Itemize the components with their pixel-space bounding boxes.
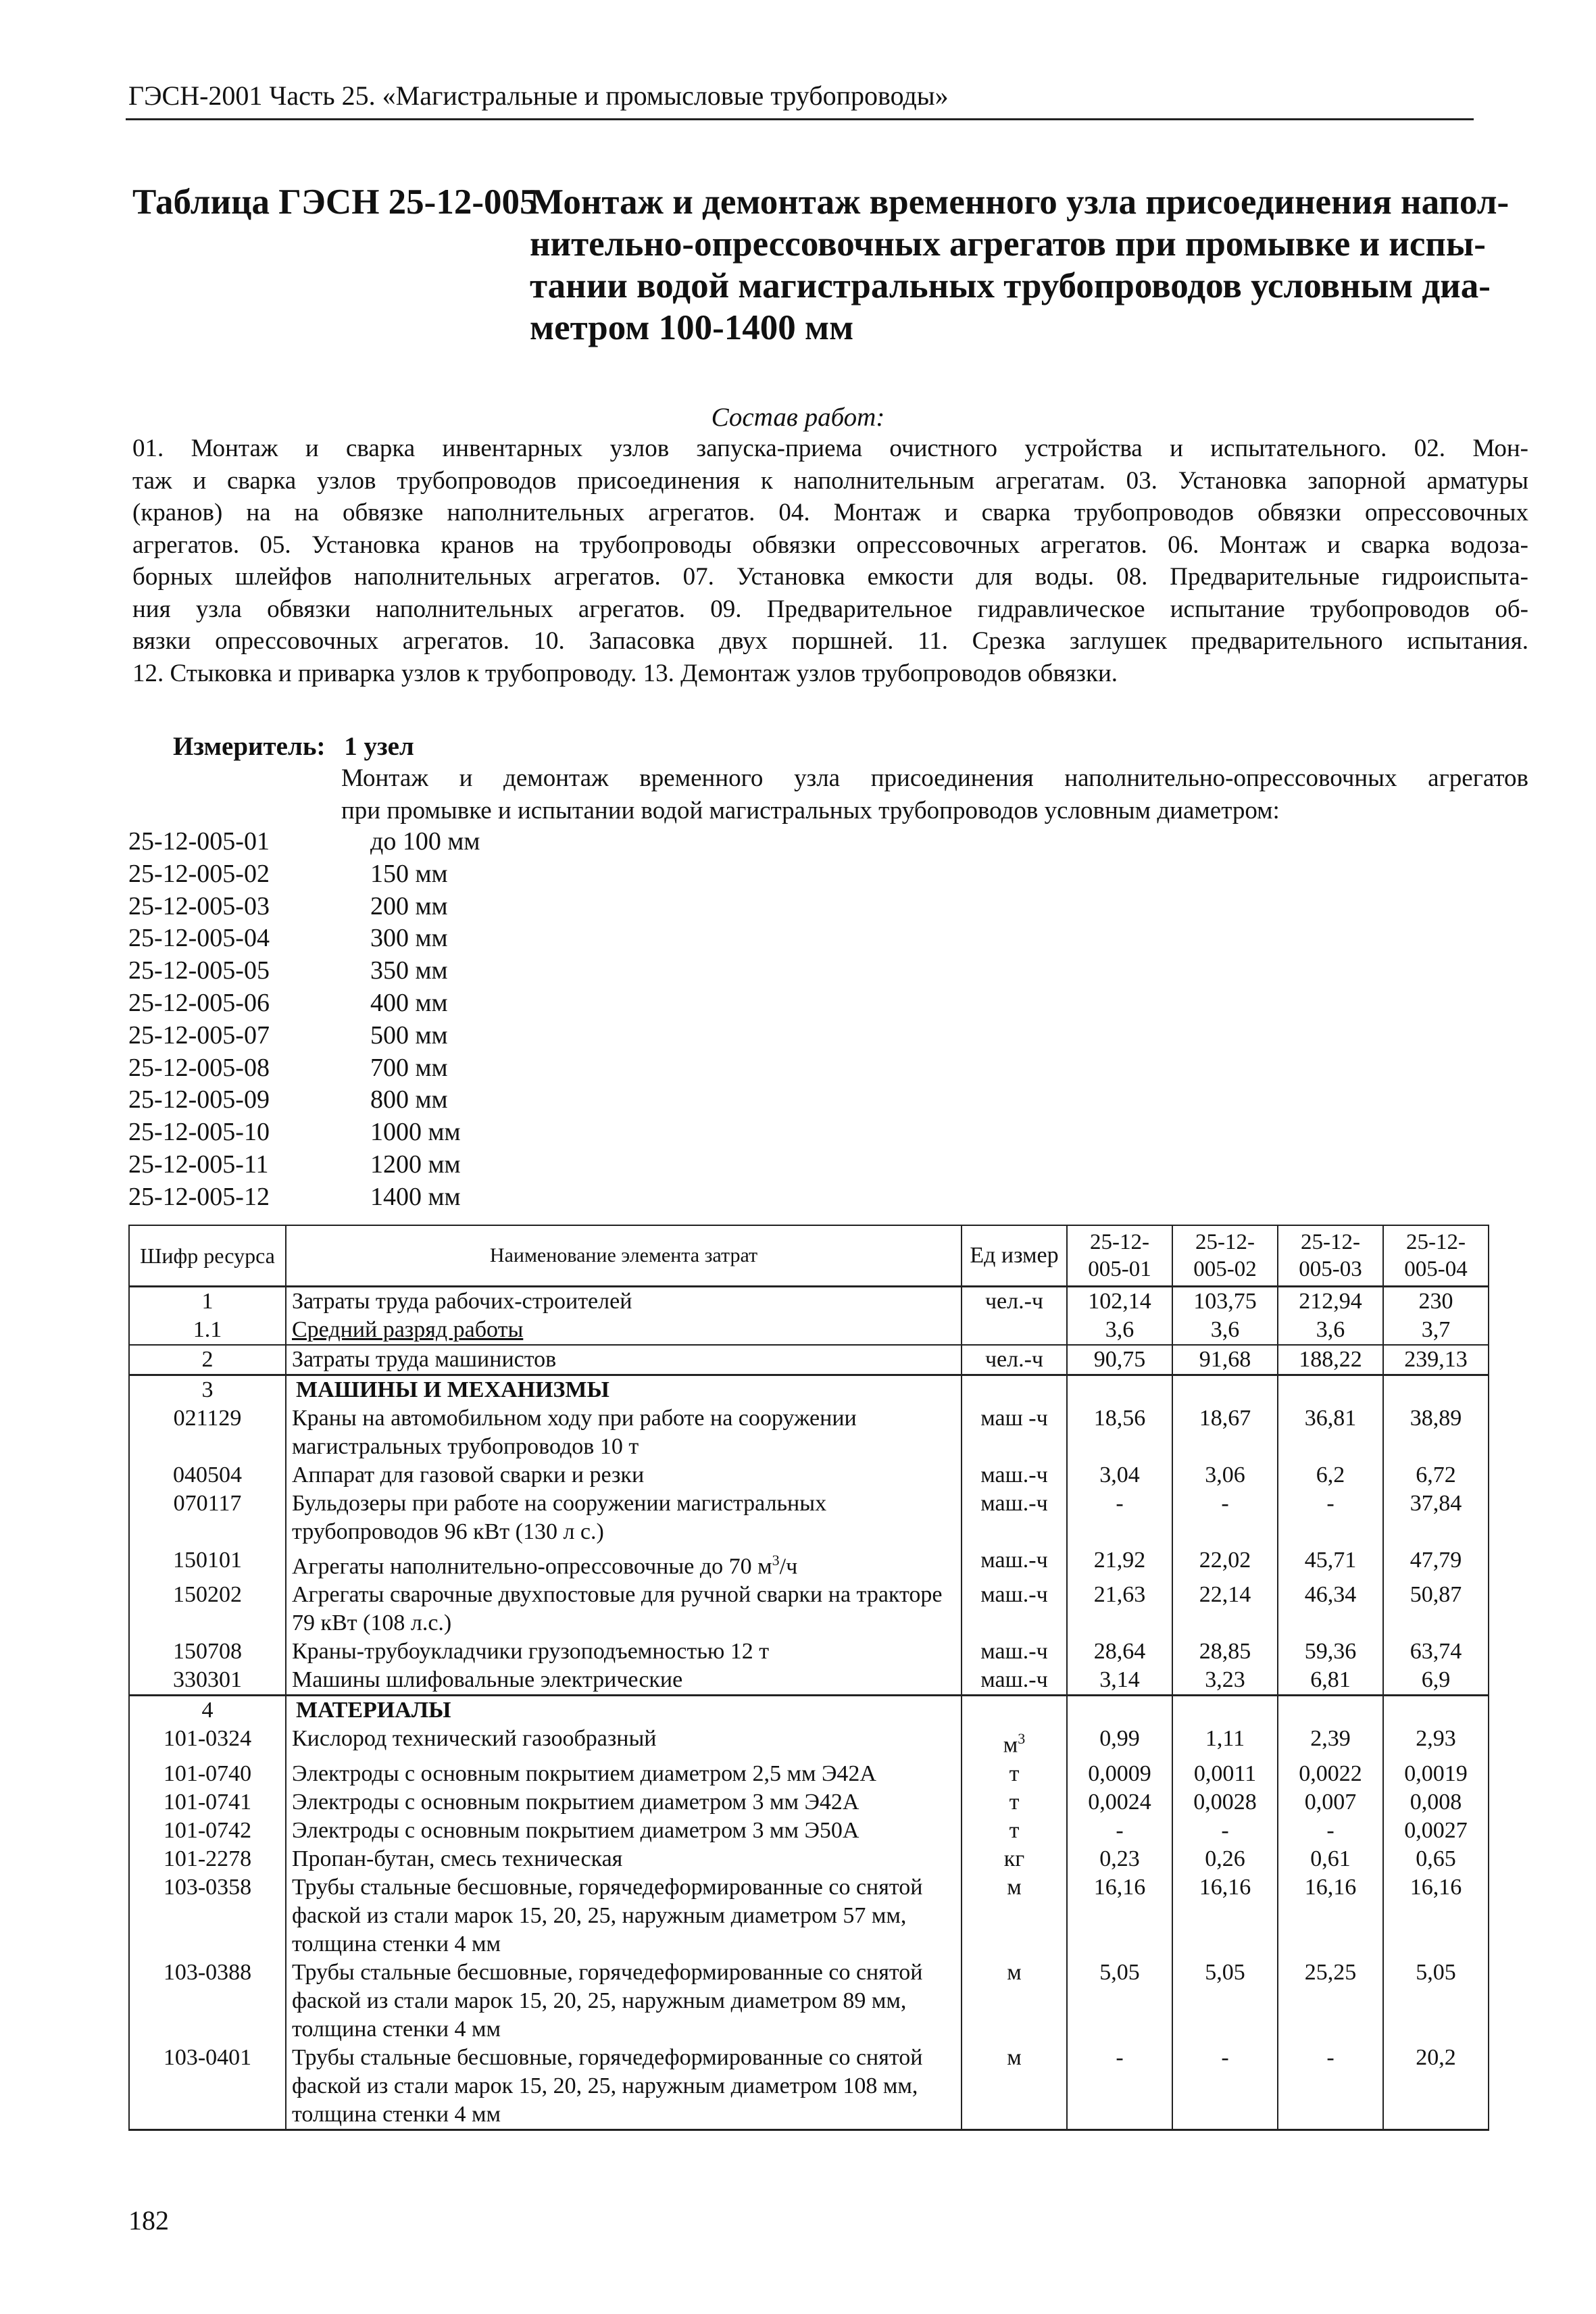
column-header-variant-line: 25-12- [1090,1230,1149,1254]
resource-value: 0,007 [1278,1788,1383,1817]
resource-value: 5,05 [1383,1959,1489,2044]
resource-value: 6,72 [1383,1461,1489,1490]
resource-value: 2,93 [1383,1725,1489,1759]
table-header-row [129,1225,1489,1287]
resource-value: 38,89 [1383,1404,1489,1461]
resource-value: 0,26 [1172,1845,1278,1873]
section-code: 4 [129,1696,286,1725]
variant-diameter: 1200 мм [370,1150,461,1179]
resource-value: 1,11 [1172,1725,1278,1759]
table-row [129,1638,1489,1666]
work-text-line: (кранов) на на обвязке наполнительных агрегатов. 04. Монтаж и сварка трубопроводов обвязки опрессовочных [132,499,1528,526]
resource-value: 16,16 [1172,1873,1278,1959]
resource-value: 63,74 [1383,1638,1489,1666]
resource-unit: маш.-ч [962,1666,1067,1696]
resource-name: Трубы стальные бесшовные, горячедеформированные со снятой фаской из стали марок 15, 20, 25, наружным диаметром 89 мм, толщина стенки 4 мм [286,1959,962,2044]
empty-cell [1172,1375,1278,1405]
column-header-variant-line: 25-12- [1195,1230,1255,1254]
variant-diameter: 350 мм [370,956,448,985]
table-label: Таблица ГЭСН 25-12-005 [132,182,538,222]
column-header-variant-line: 005-01 [1088,1257,1151,1281]
resource-unit: м [962,2044,1067,2130]
table-title-line: метром 100-1400 мм [530,308,854,347]
empty-cell [962,1696,1067,1725]
resource-value: 0,23 [1067,1845,1172,1873]
measure-description [341,762,1528,827]
variant-diameter: до 100 мм [370,827,480,856]
resource-value: 6,2 [1278,1461,1383,1490]
resource-value: 16,16 [1383,1873,1489,1959]
resource-value: 5,05 [1067,1959,1172,2044]
work-text-line: вязки опрессовочных агрегатов. 10. Запасовка двух поршней. 11. Срезка заглушек предварительного испытания. [132,627,1528,655]
resource-code: 1 [129,1287,286,1316]
column-header-variant [1172,1225,1278,1287]
variant-diameter: 500 мм [370,1020,448,1050]
variant-row [128,1084,573,1116]
empty-cell [1067,1375,1172,1405]
resource-value: 0,99 [1067,1725,1172,1759]
resource-name: Электроды с основным покрытием диаметром 3 мм Э50А [286,1817,962,1845]
header-rule [126,118,1474,120]
variant-row [128,1116,573,1149]
column-header-variant-line: 005-02 [1193,1257,1257,1281]
resource-code: 021129 [129,1404,286,1461]
section-row [129,1375,1489,1405]
variant-diameter: 400 мм [370,988,448,1017]
resource-value: 18,56 [1067,1404,1172,1461]
column-header-variant [1278,1225,1383,1287]
resource-unit: т [962,1817,1067,1845]
resource-value: - [1172,2044,1278,2130]
variant-code: 25-12-005-09 [128,1085,270,1114]
column-header-variant [1067,1225,1172,1287]
work-composition-text [132,433,1528,689]
variant-diameter: 1000 мм [370,1118,461,1147]
table-row [129,1287,1489,1316]
resource-value: 28,64 [1067,1638,1172,1666]
column-header-variant-line: 25-12- [1406,1230,1466,1254]
resource-name: Затраты труда машинистов [286,1345,962,1375]
table-row [129,1581,1489,1638]
page-number: 182 [128,2205,169,2236]
resource-value: - [1278,2044,1383,2130]
resource-unit: маш.-ч [962,1546,1067,1581]
resource-value: 0,0028 [1172,1788,1278,1817]
variant-diameter: 800 мм [370,1085,448,1114]
resource-value: 0,0022 [1278,1760,1383,1788]
variant-row [128,922,573,955]
resource-value: 102,14 [1067,1287,1172,1316]
measure-description-line: при промывке и испытании водой магистральных трубопроводов условным диаметром: [341,796,1280,824]
table-row [129,1760,1489,1788]
resource-value: 36,81 [1278,1404,1383,1461]
resource-value: - [1278,1490,1383,1546]
work-text-line: борных шлейфов наполнительных агрегатов. 07. Установка емкости для воды. 08. Предварительные гидроиспыта- [132,563,1528,591]
resource-value: 3,06 [1172,1461,1278,1490]
resource-value: 103,75 [1172,1287,1278,1316]
table-title-line: Монтаж и демонтаж временного узла присоединения напол- [530,182,1510,222]
resource-name: Краны-трубоукладчики грузоподъемностью 12 т [286,1638,962,1666]
work-text-line: 01. Монтаж и сварка инвентарных узлов запуска-приема очистного устройства и испытательного. 02. Мон- [132,435,1528,462]
measure-unit [173,731,414,762]
resource-value: 90,75 [1067,1345,1172,1375]
variant-row [128,1052,573,1085]
resource-value: 3,14 [1067,1666,1172,1696]
resource-value: 188,22 [1278,1345,1383,1375]
work-composition-caption: Состав работ: [711,403,885,432]
measure-description-line: Монтаж и демонтаж временного узла присоединения наполнительно-опрессовочных агрегатов [341,764,1528,792]
resource-value: 22,02 [1172,1546,1278,1581]
resource-value: 47,79 [1383,1546,1489,1581]
unit-base: м [1003,1732,1018,1758]
resource-value: 3,23 [1172,1666,1278,1696]
running-header: ГЭСН-2001 Часть 25. «Магистральные и промысловые трубопроводы» [128,80,949,111]
resource-unit: маш.-ч [962,1581,1067,1638]
variant-code: 25-12-005-01 [128,827,270,856]
resource-value: - [1067,2044,1172,2130]
resource-value: 0,008 [1383,1788,1489,1817]
empty-cell [1067,1696,1172,1725]
resource-name: Пропан-бутан, смесь техническая [286,1845,962,1873]
resource-unit: т [962,1788,1067,1817]
resource-value: 3,6 [1067,1316,1172,1345]
resource-code: 150101 [129,1546,286,1581]
column-header-variant-line: 005-03 [1299,1257,1362,1281]
superscript: 3 [772,1552,780,1569]
resource-value: 18,67 [1172,1404,1278,1461]
table-row [129,2044,1489,2130]
resource-unit: т [962,1760,1067,1788]
resource-name: Кислород технический газообразный [286,1725,962,1759]
variant-row [128,987,573,1020]
resource-code: 330301 [129,1666,286,1696]
section-title: МАШИНЫ И МЕХАНИЗМЫ [286,1375,962,1405]
resource-code: 040504 [129,1461,286,1490]
variant-diameter: 700 мм [370,1053,448,1082]
empty-cell [1278,1375,1383,1405]
resource-value: 16,16 [1067,1873,1172,1959]
resource-value: - [1067,1490,1172,1546]
resource-costs-table [128,1225,1489,2131]
empty-cell [1383,1696,1489,1725]
resource-value: 3,6 [1278,1316,1383,1345]
resource-code: 150202 [129,1581,286,1638]
empty-cell [1172,1696,1278,1725]
resource-value: 28,85 [1172,1638,1278,1666]
resource-name: Трубы стальные бесшовные, горячедеформированные со снятой фаской из стали марок 15, 20, 25, наружным диаметром 57 мм, толщина стенки 4 мм [286,1873,962,1959]
resource-code: 103-0358 [129,1873,286,1959]
variant-row [128,1020,573,1052]
resource-name: Краны на автомобильном ходу при работе на сооружении магистральных трубопроводов 10 т [286,1404,962,1461]
variant-code: 25-12-005-05 [128,956,270,985]
resource-value: 22,14 [1172,1581,1278,1638]
variant-code: 25-12-005-02 [128,859,270,888]
work-text-line: таж и сварка узлов трубопроводов присоединения к наполнительным агрегатам. 03. Установка запорной арматуры [132,466,1528,495]
empty-cell [962,1375,1067,1405]
resource-unit [962,1725,1067,1759]
resource-code: 2 [129,1345,286,1375]
resource-value: 3,7 [1383,1316,1489,1345]
variant-row [128,891,573,923]
section-title: МАТЕРИАЛЫ [286,1696,962,1725]
resource-value: 16,16 [1278,1873,1383,1959]
variant-row [128,826,573,858]
table-row [129,1959,1489,2044]
resource-value: 0,0027 [1383,1817,1489,1845]
resource-name: Электроды с основным покрытием диаметром 2,5 мм Э42А [286,1760,962,1788]
table-row [129,1725,1489,1759]
resource-value: 25,25 [1278,1959,1383,2044]
resource-value: 46,34 [1278,1581,1383,1638]
resource-unit: чел.-ч [962,1345,1067,1375]
table-row [129,1817,1489,1845]
resource-code: 103-0401 [129,2044,286,2130]
table-row [129,1666,1489,1696]
resource-unit: м [962,1959,1067,2044]
resource-value: 0,0009 [1067,1760,1172,1788]
resource-code: 070117 [129,1490,286,1546]
resource-value: 239,13 [1383,1345,1489,1375]
resource-name-text: /ч [779,1554,798,1579]
variant-code: 25-12-005-04 [128,924,270,953]
variant-code: 25-12-005-12 [128,1182,270,1211]
variant-diameter: 200 мм [370,891,448,920]
resource-unit: маш.-ч [962,1638,1067,1666]
resource-code: 1.1 [129,1316,286,1345]
column-header-unit: Ед измер [962,1225,1067,1287]
resource-value: - [1172,1490,1278,1546]
variant-code: 25-12-005-10 [128,1118,270,1147]
resource-code: 150708 [129,1638,286,1666]
table-title-line: нительно-опрессовочных агрегатов при промывке и испы- [530,224,1486,264]
resource-value: - [1172,1817,1278,1845]
section-row [129,1696,1489,1725]
variant-row [128,955,573,987]
work-text-line: агрегатов. 05. Установка кранов на трубопроводы обвязки опрессовочных агрегатов. 06. Монтаж и сварка водоза- [132,531,1528,559]
table-row [129,1461,1489,1490]
column-header-variant-line: 005-04 [1404,1257,1468,1281]
resource-value: - [1278,1817,1383,1845]
resource-code: 101-2278 [129,1845,286,1873]
resource-unit: чел.-ч [962,1287,1067,1316]
resource-value: 21,63 [1067,1581,1172,1638]
variant-diameter: 300 мм [370,924,448,953]
resource-value: 37,84 [1383,1490,1489,1546]
resource-name: Затраты труда рабочих-строителей [286,1287,962,1316]
resource-name: Аппарат для газовой сварки и резки [286,1461,962,1490]
resource-unit [962,1316,1067,1345]
superscript: 3 [1018,1730,1026,1748]
variant-code: 25-12-005-07 [128,1020,270,1050]
variant-row [128,858,573,891]
variant-row [128,1149,573,1181]
variant-code: 25-12-005-11 [128,1150,269,1179]
empty-cell [1383,1375,1489,1405]
column-header-code: Шифр ресурса [129,1225,286,1287]
resource-value: 230 [1383,1287,1489,1316]
resource-code: 101-0741 [129,1788,286,1817]
resource-value: 212,94 [1278,1287,1383,1316]
resource-name [286,1546,962,1581]
resource-unit: маш -ч [962,1404,1067,1461]
resource-value: 21,92 [1067,1546,1172,1581]
table-row [129,1845,1489,1873]
work-text-line: 12. Стыковка и приварка узлов к трубопроводу. 13. Демонтаж узлов трубопроводов обвязки. [132,659,1118,687]
resource-value: 2,39 [1278,1725,1383,1759]
resource-value: 59,36 [1278,1638,1383,1666]
resource-name: Трубы стальные бесшовные, горячедеформированные со снятой фаской из стали марок 15, 20, 25, наружным диаметром 108 мм, толщина стенки 4 мм [286,2044,962,2130]
resource-value: 50,87 [1383,1581,1489,1638]
table-row [129,1316,1489,1345]
resource-name: Средний разряд работы [286,1316,962,1345]
resource-unit: маш.-ч [962,1490,1067,1546]
table-row [129,1788,1489,1817]
resource-name-text: Агрегаты наполнительно-опрессовочные до 70 м [292,1554,772,1579]
empty-cell [1278,1696,1383,1725]
resource-value: 0,0024 [1067,1788,1172,1817]
resource-name: Агрегаты сварочные двухпостовые для ручной сварки на тракторе 79 кВт (108 л.с.) [286,1581,962,1638]
variant-diameter: 1400 мм [370,1182,461,1211]
resource-code: 101-0324 [129,1725,286,1759]
table-row [129,1546,1489,1581]
table-row [129,1404,1489,1461]
resource-name: Электроды с основным покрытием диаметром 3 мм Э42А [286,1788,962,1817]
resource-code: 103-0388 [129,1959,286,2044]
resource-value: 3,6 [1172,1316,1278,1345]
resource-unit: кг [962,1845,1067,1873]
column-header-variant [1383,1225,1489,1287]
work-text-line: ния узла обвязки наполнительных агрегатов. 09. Предварительное гидравлическое испытание трубопроводов об- [132,595,1528,623]
resource-value: 0,0019 [1383,1760,1489,1788]
table-title [530,181,1510,349]
variant-diameter: 150 мм [370,859,448,888]
resource-value: 3,04 [1067,1461,1172,1490]
resource-code: 101-0740 [129,1760,286,1788]
table-row [129,1490,1489,1546]
resource-value: 0,0011 [1172,1760,1278,1788]
measure-value: 1 узел [344,732,414,761]
measure-label: Измеритель: [173,732,326,761]
resource-value: 6,9 [1383,1666,1489,1696]
resource-unit: маш.-ч [962,1461,1067,1490]
table-title-line: тании водой магистральных трубопроводов условным диа- [530,266,1491,305]
resource-value: 0,65 [1383,1845,1489,1873]
table-row [129,1345,1489,1375]
variant-row [128,1181,573,1214]
resource-value: 91,68 [1172,1345,1278,1375]
variant-code: 25-12-005-08 [128,1053,270,1082]
resource-name: Машины шлифовальные электрические [286,1666,962,1696]
table-row [129,1873,1489,1959]
variant-code: 25-12-005-03 [128,891,270,920]
resource-value: - [1067,1817,1172,1845]
variant-code: 25-12-005-06 [128,988,270,1017]
resource-name: Бульдозеры при работе на сооружении магистральных трубопроводов 96 кВт (130 л с.) [286,1490,962,1546]
resource-value: 6,81 [1278,1666,1383,1696]
resource-value: 5,05 [1172,1959,1278,2044]
column-header-name: Наименование элемента затрат [286,1225,962,1287]
variant-list [128,826,573,1214]
resource-value: 20,2 [1383,2044,1489,2130]
section-code: 3 [129,1375,286,1405]
resource-value: 45,71 [1278,1546,1383,1581]
column-header-variant-line: 25-12- [1301,1230,1360,1254]
resource-code: 101-0742 [129,1817,286,1845]
resource-unit: м [962,1873,1067,1959]
resource-value: 0,61 [1278,1845,1383,1873]
